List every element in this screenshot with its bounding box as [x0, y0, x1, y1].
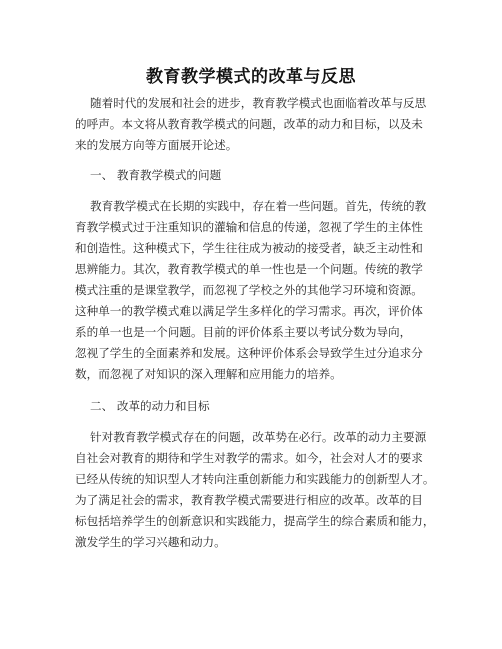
document-title: 教育教学模式的改革与反思 [146, 67, 356, 87]
paragraph-line: 标包括培养学生的创新意识和实践能力，提高学生的综合素质和能力， [75, 514, 435, 528]
paragraph-line: 育教学模式过于注重知识的灌输和信息的传递，忽视了学生的主体性 [75, 220, 423, 234]
paragraph-line: 思辨能力。其次，教育教学模式的单一性也是一个问题。传统的教学 [75, 262, 423, 276]
paragraph-line: 针对教育教学模式存在的问题，改革势在必行。改革的动力主要源 [90, 430, 427, 444]
paragraph-line: 数，而忽视了对知识的深入理解和应用能力的培养。 [75, 367, 342, 381]
paragraph-line: 激发学生的学习兴趣和动力。 [75, 535, 226, 549]
paragraph-line: 为了满足社会的需求，教育教学模式需要进行相应的改革。改革的目 [75, 493, 423, 507]
paragraph-line: 这种单一的教学模式难以满足学生多样化的学习需求。再次，评价体 [75, 304, 423, 318]
paragraph-line: 自社会对教育的期待和学生对教学的需求。如今，社会对人才的要求 [75, 451, 423, 465]
paragraph-line: 随着时代的发展和社会的进步，教育教学模式也面临着改革与反思 [90, 96, 427, 110]
section-heading-2: 二、 改革的动力和目标 [90, 399, 210, 413]
paragraph-line: 和创造性。这种模式下，学生往往成为被动的接受者，缺乏主动性和 [75, 241, 423, 255]
paragraph-line: 教育教学模式在长期的实践中，存在着一些问题。首先，传统的教 [90, 199, 427, 213]
paragraph-line: 模式注重的是课堂教学，而忽视了学校之外的其他学习环境和资源。 [75, 283, 423, 297]
section-heading-1: 一、 教育教学模式的问题 [90, 168, 222, 182]
paragraph-line: 的呼声。本文将从教育教学模式的问题，改革的动力和目标，以及未 [75, 117, 423, 131]
paragraph-line: 已经从传统的知识型人才转向注重创新能力和实践能力的创新型人才。 [75, 472, 435, 486]
paragraph-line: 忽视了学生的全面素养和发展。这种评价体系会导致学生过分追求分 [75, 346, 423, 360]
paragraph-line: 来的发展方向等方面展开论述。 [75, 138, 238, 152]
paragraph-line: 系的单一也是一个问题。目前的评价体系主要以考试分数为导向， [75, 325, 412, 339]
